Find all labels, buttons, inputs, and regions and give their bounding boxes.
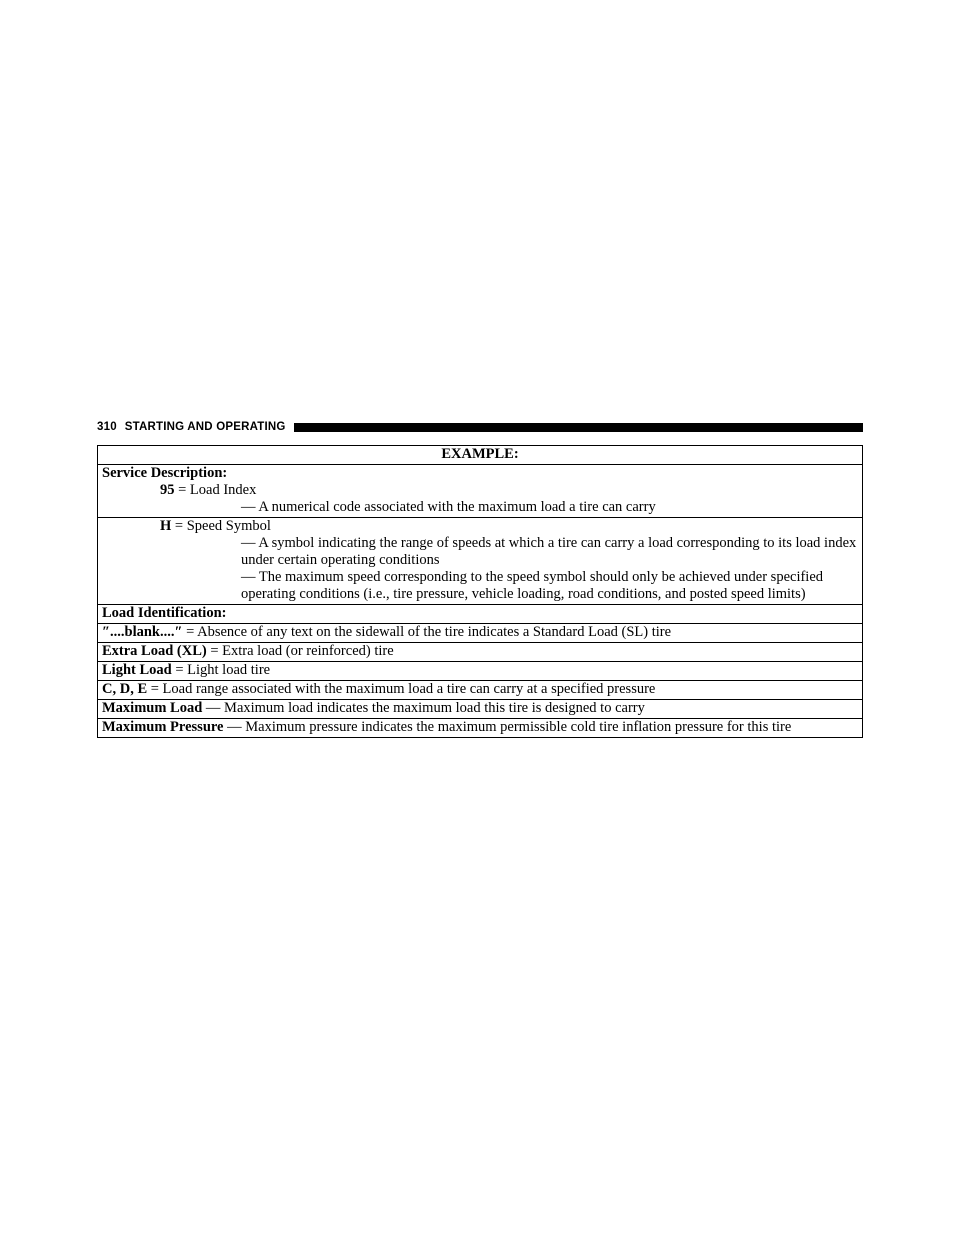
maximum-pressure-term: Maximum Pressure (102, 719, 224, 735)
load-term: Light Load (102, 662, 172, 678)
service-description-label: Service Description: (102, 465, 228, 481)
maximum-pressure-row (98, 719, 863, 738)
table-row (98, 662, 863, 681)
page-number: 310 (97, 421, 117, 433)
tire-example-table (97, 445, 863, 738)
table-title-row (98, 446, 863, 465)
maximum-load-text: — Maximum load indicates the maximum load this tire is designed to carry (202, 700, 645, 716)
load-text: = Extra load (or reinforced) tire (206, 643, 394, 659)
load-index-text: = Load Index (174, 482, 257, 498)
speed-symbol-line (102, 518, 858, 535)
load-index-line (102, 482, 858, 499)
table-row (98, 624, 863, 643)
load-term: ″....blank....″ (102, 624, 183, 640)
load-index-description: — A numerical code associated with the maximum load a tire can carry (241, 499, 656, 515)
load-index-code: 95 (160, 482, 175, 498)
table-row (98, 681, 863, 700)
load-identification-label: Load Identification: (98, 605, 863, 624)
header-rule (294, 423, 863, 432)
speed-symbol-code: H (160, 518, 172, 534)
load-term: Extra Load (XL) (102, 643, 207, 659)
maximum-load-term: Maximum Load (102, 700, 203, 716)
load-term: C, D, E (102, 681, 148, 697)
page-header (97, 419, 863, 435)
maximum-load-row (98, 700, 863, 719)
speed-symbol-description-1: — A symbol indicating the range of speeds at which a tire can carry a load corresponding to its load index under certain operating conditions (241, 535, 857, 568)
maximum-pressure-text: — Maximum pressure indicates the maximum permissible cold tire inflation pressure for this tire (223, 719, 792, 735)
service-description-row (98, 465, 863, 518)
load-text: = Light load tire (171, 662, 271, 678)
section-title: STARTING AND OPERATING (124, 421, 286, 433)
speed-symbol-description-2: — The maximum speed corresponding to the speed symbol should only be achieved under specified operating conditions (i.e., tire pressure, vehicle loading, road conditions, and posted speed limits) (241, 569, 824, 602)
table-row (98, 643, 863, 662)
speed-symbol-row (98, 518, 863, 605)
load-text: = Absence of any text on the sidewall of the tire indicates a Standard Load (SL) tire (182, 624, 672, 640)
load-text: = Load range associated with the maximum load a tire can carry at a specified pressure (147, 681, 656, 697)
load-identification-row (98, 605, 863, 624)
speed-symbol-text: = Speed Symbol (171, 518, 271, 534)
table-title: EXAMPLE: (98, 446, 863, 465)
